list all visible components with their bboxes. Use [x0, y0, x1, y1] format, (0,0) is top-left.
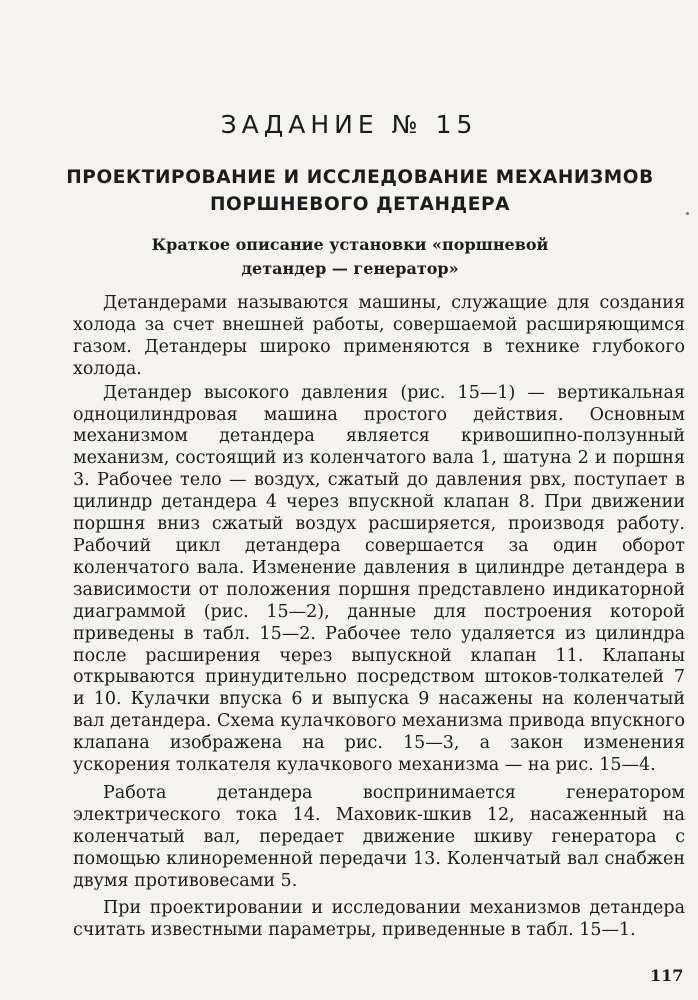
body-text: [73, 293, 685, 943]
subheading-line-2: детандер — генератор»: [241, 259, 459, 278]
paragraph-4: При проектировании и исследовании механизмов детандера считать известными параметры, приведенные в табл. 15—1.: [73, 898, 685, 941]
paragraph-1: Детандерами называются машины, служащие для создания холода за счет внешней работы, совершаемой расширяющимся газом. Детандеры широко применяются в технике глубокого холода.: [73, 293, 685, 379]
task-title: ЗАДАНИЕ № 15: [220, 110, 478, 139]
section-subheading: [110, 233, 590, 281]
page-number: 117: [650, 966, 684, 985]
main-heading: [40, 164, 680, 218]
main-heading-line-1: ПРОЕКТИРОВАНИЕ И ИССЛЕДОВАНИЕ МЕХАНИЗМОВ: [66, 167, 654, 188]
paragraph-2: Детандер высокого давления (рис. 15—1) — вертикальная одноцилиндровая машина простого действия. Основным механизмом детандера является кривошипно-ползунный механизм, состоящий из коленчатого вала 1, шатуна 2 и поршня 3. Рабочее тело — воздух, сжатый до давления pвх, поступает в цилиндр детандера 4 через впускной клапан 8. При движении поршня вниз сжатый воздух расширяется, производя работу. Рабочий цикл детандера совершается за один оборот коленчатого вала. Изменение давления в цилиндре детандера в зависимости от положения поршня представлено индикаторной диаграммой (рис. 15—2), данные для построения которой приведены в табл. 15—2. Рабочее тело удаляется из цилиндра после расширения через выпускной клапан 11. Клапаны открываются принудительно посредством штоков-толкателей 7 и 10. Кулачки впуска 6 и выпуска 9 насажены на коленчатый вал детандера. Схема кулачкового механизма привода впускного клапана изображена на рис. 15—3, а закон изменения ускорения толкателя кулачкового механизма — на рис. 15—4.: [73, 382, 685, 776]
main-heading-line-2: ПОРШНЕВОГО ДЕТАНДЕРА: [209, 194, 511, 215]
print-speck: [686, 212, 689, 215]
paragraph-3: Работа детандера воспринимается генератором электрического тока 14. Маховик-шкив 12, насаженный на коленчатый вал, передает движение шкиву генератора с помощью клиноременной передачи 13. Коленчатый вал снабжен двумя противовесами 5.: [73, 782, 685, 891]
subheading-line-1: Краткое описание установки «поршневой: [151, 235, 549, 254]
